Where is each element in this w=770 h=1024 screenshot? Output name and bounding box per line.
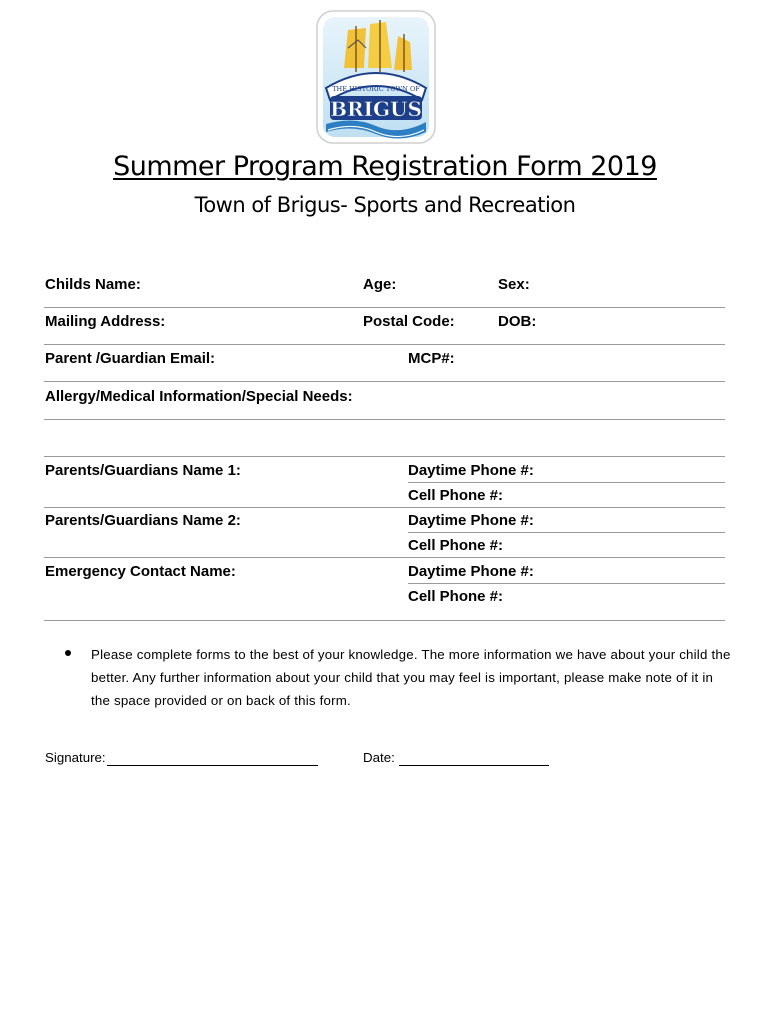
form-subtitle: Town of Brigus- Sports and Recreation: [194, 193, 576, 217]
guardian1-name-label: Parents/Guardians Name 1:: [45, 462, 241, 479]
brigus-logo: [314, 8, 438, 146]
emergency-cell-phone-label: Cell Phone #:: [408, 588, 504, 605]
dob-label: DOB:: [498, 313, 537, 330]
row-divider: [44, 381, 725, 382]
guardian2-daytime-phone-label: Daytime Phone #:: [408, 512, 534, 529]
parent-email-label: Parent /Guardian Email:: [45, 350, 216, 367]
allergy-label: Allergy/Medical Information/Special Needs:: [45, 388, 353, 405]
row-divider: [44, 507, 725, 508]
row-divider: [44, 419, 725, 420]
bullet-point: [65, 650, 71, 656]
row-divider: [44, 456, 725, 457]
signature-label: Signature:: [45, 750, 106, 765]
childs-name-label: Childs Name:: [45, 276, 141, 293]
sex-label: Sex:: [498, 276, 530, 293]
date-line[interactable]: [399, 765, 549, 766]
row-divider: [44, 620, 725, 621]
row-divider: [44, 557, 725, 558]
postal-code-label: Postal Code:: [363, 313, 455, 330]
logo-banner-text: THE HISTORIC TOWN OF: [332, 85, 420, 93]
row-divider: [44, 307, 725, 308]
guardian1-daytime-phone-label: Daytime Phone #:: [408, 462, 534, 479]
mailing-address-label: Mailing Address:: [45, 313, 166, 330]
emergency-daytime-phone-label: Daytime Phone #:: [408, 563, 534, 580]
guardian2-name-label: Parents/Guardians Name 2:: [45, 512, 241, 529]
mcp-label: MCP#:: [408, 350, 455, 367]
logo-town-name: BRIGUS: [330, 97, 422, 121]
guardian2-cell-phone-label: Cell Phone #:: [408, 537, 504, 554]
row-divider: [408, 583, 725, 584]
date-label: Date:: [363, 750, 395, 765]
row-divider: [408, 532, 725, 533]
instructions-note: Please complete forms to the best of your knowledge. The more information we have about your child the better. Any further information about your child that you may feel is important, please make note of it in the space provided or on back of this form.: [91, 647, 731, 708]
emergency-contact-label: Emergency Contact Name:: [45, 563, 236, 580]
signature-line[interactable]: [107, 765, 318, 766]
age-label: Age:: [363, 276, 397, 293]
form-title: Summer Program Registration Form 2019: [113, 151, 657, 182]
row-divider: [44, 344, 725, 345]
guardian1-cell-phone-label: Cell Phone #:: [408, 487, 504, 504]
row-divider: [408, 482, 725, 483]
